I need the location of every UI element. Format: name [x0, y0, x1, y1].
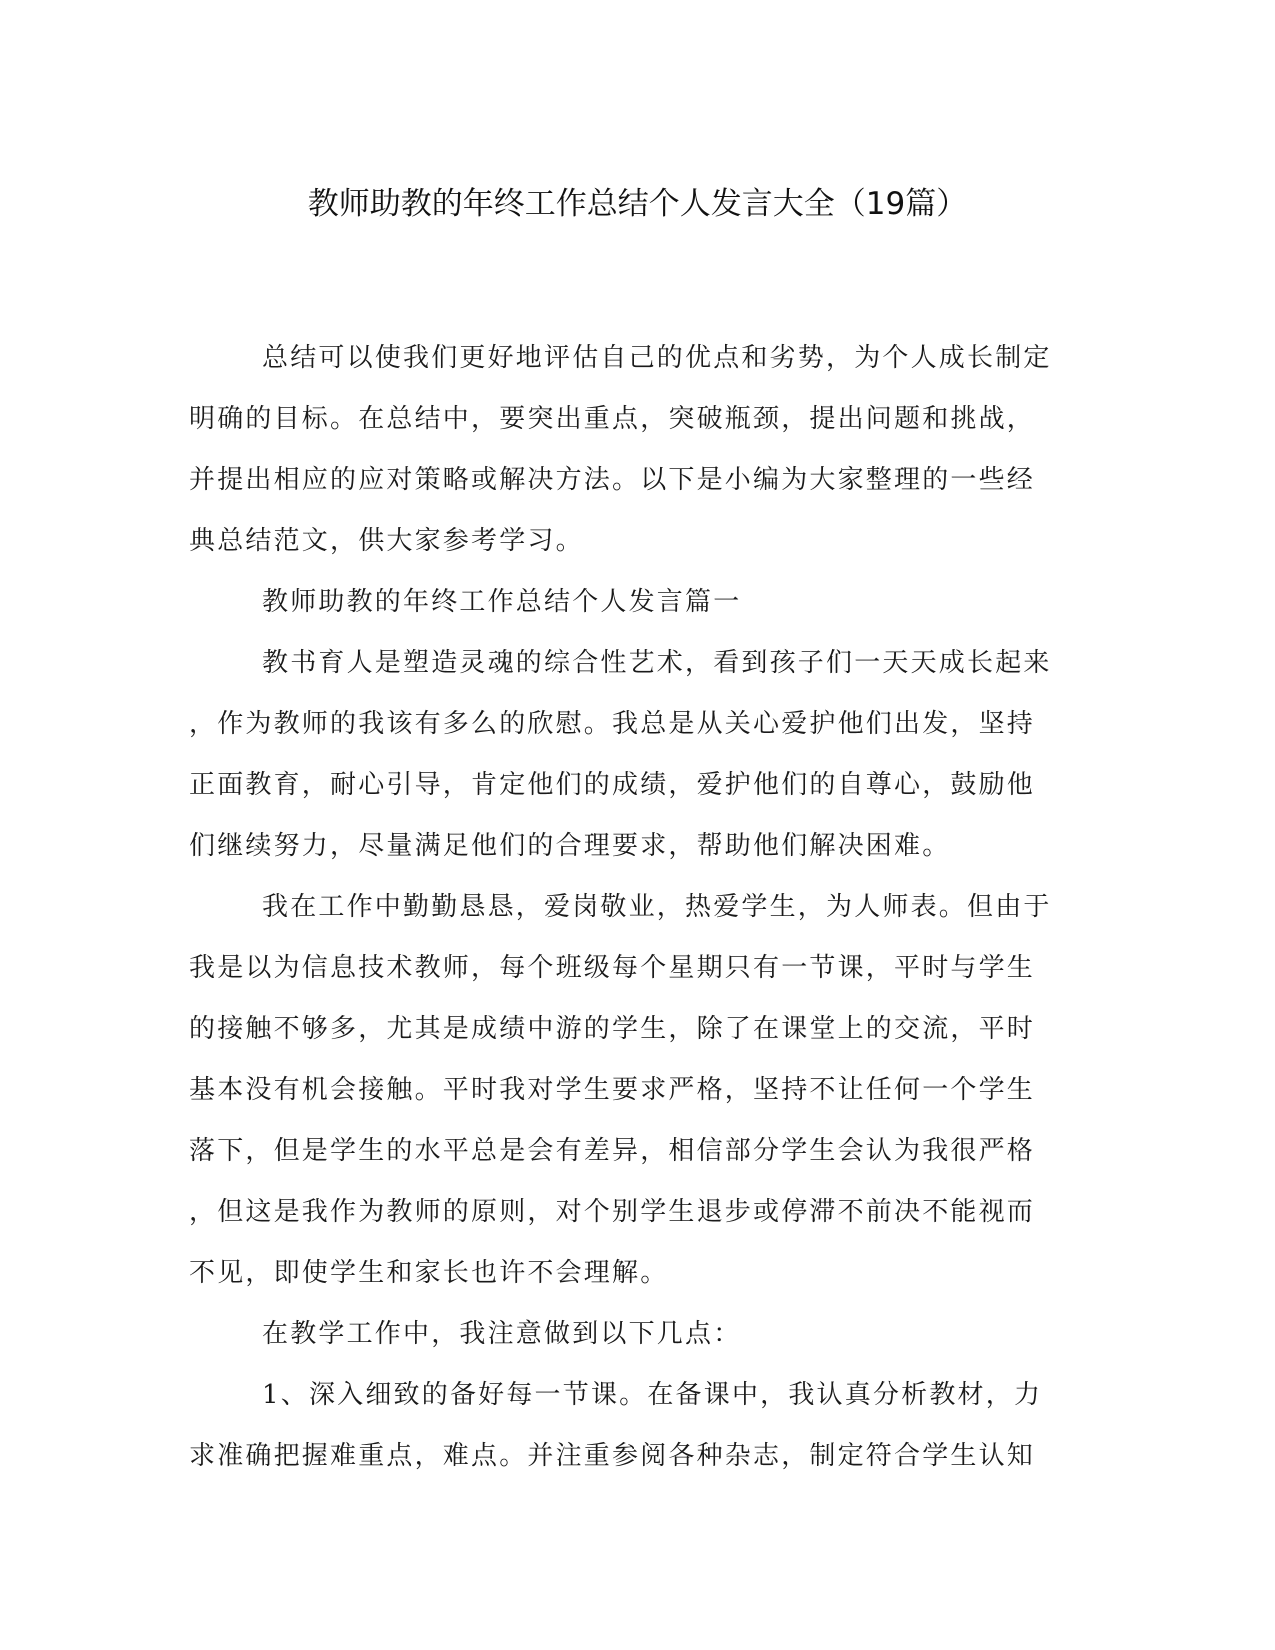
- list-item-line: 求准确把握难重点，难点。并注重参阅各种杂志，制定符合学生认知: [189, 1441, 1036, 1471]
- paragraph-line: 明确的目标。在总结中，要突出重点，突破瓶颈，提出问题和挑战，: [189, 404, 1036, 434]
- paragraph-line: 并提出相应的应对策略或解决方法。以下是小编为大家整理的一些经: [189, 465, 1036, 495]
- paragraph-line: ，但这是我作为教师的原则，对个别学生退步或停滞不前决不能视而: [189, 1197, 1036, 1227]
- paragraph-line: 不见，即使学生和家长也许不会理解。: [189, 1258, 669, 1288]
- paragraph-line: 在教学工作中，我注意做到以下几点：: [262, 1319, 742, 1349]
- paragraph-line: 落下，但是学生的水平总是会有差异，相信部分学生会认为我很严格: [189, 1136, 1036, 1166]
- paragraph-line: 总结可以使我们更好地评估自己的优点和劣势，为个人成长制定: [262, 343, 1052, 373]
- section-heading: 教师助教的年终工作总结个人发言篇一: [262, 587, 742, 617]
- paragraph-line: 基本没有机会接触。平时我对学生要求严格，坚持不让任何一个学生: [189, 1075, 1036, 1105]
- paragraph-line: 的接触不够多，尤其是成绩中游的学生，除了在课堂上的交流，平时: [189, 1014, 1036, 1044]
- paragraph-line: 我在工作中勤勤恳恳，爱岗敬业，热爱学生，为人师表。但由于: [262, 892, 1052, 922]
- paragraph-line: 典总结范文，供大家参考学习。: [189, 526, 584, 556]
- paragraph-line: 教书育人是塑造灵魂的综合性艺术，看到孩子们一天天成长起来: [262, 648, 1052, 678]
- paragraph-line: 正面教育，耐心引导，肯定他们的成绩，爱护他们的自尊心，鼓励他: [189, 770, 1036, 800]
- document-title: 教师助教的年终工作总结个人发言大全（19篇）: [307, 186, 968, 222]
- paragraph-line: ，作为教师的我该有多么的欣慰。我总是从关心爱护他们出发，坚持: [189, 709, 1036, 739]
- paragraph-line: 我是以为信息技术教师，每个班级每个星期只有一节课，平时与学生: [189, 953, 1036, 983]
- document-body: [189, 328, 1089, 1487]
- paragraph-line: 们继续努力，尽量满足他们的合理要求，帮助他们解决困难。: [189, 831, 951, 861]
- list-item-line: 1、深入细致的备好每一节课。在备课中，我认真分析教材，力: [262, 1380, 1043, 1410]
